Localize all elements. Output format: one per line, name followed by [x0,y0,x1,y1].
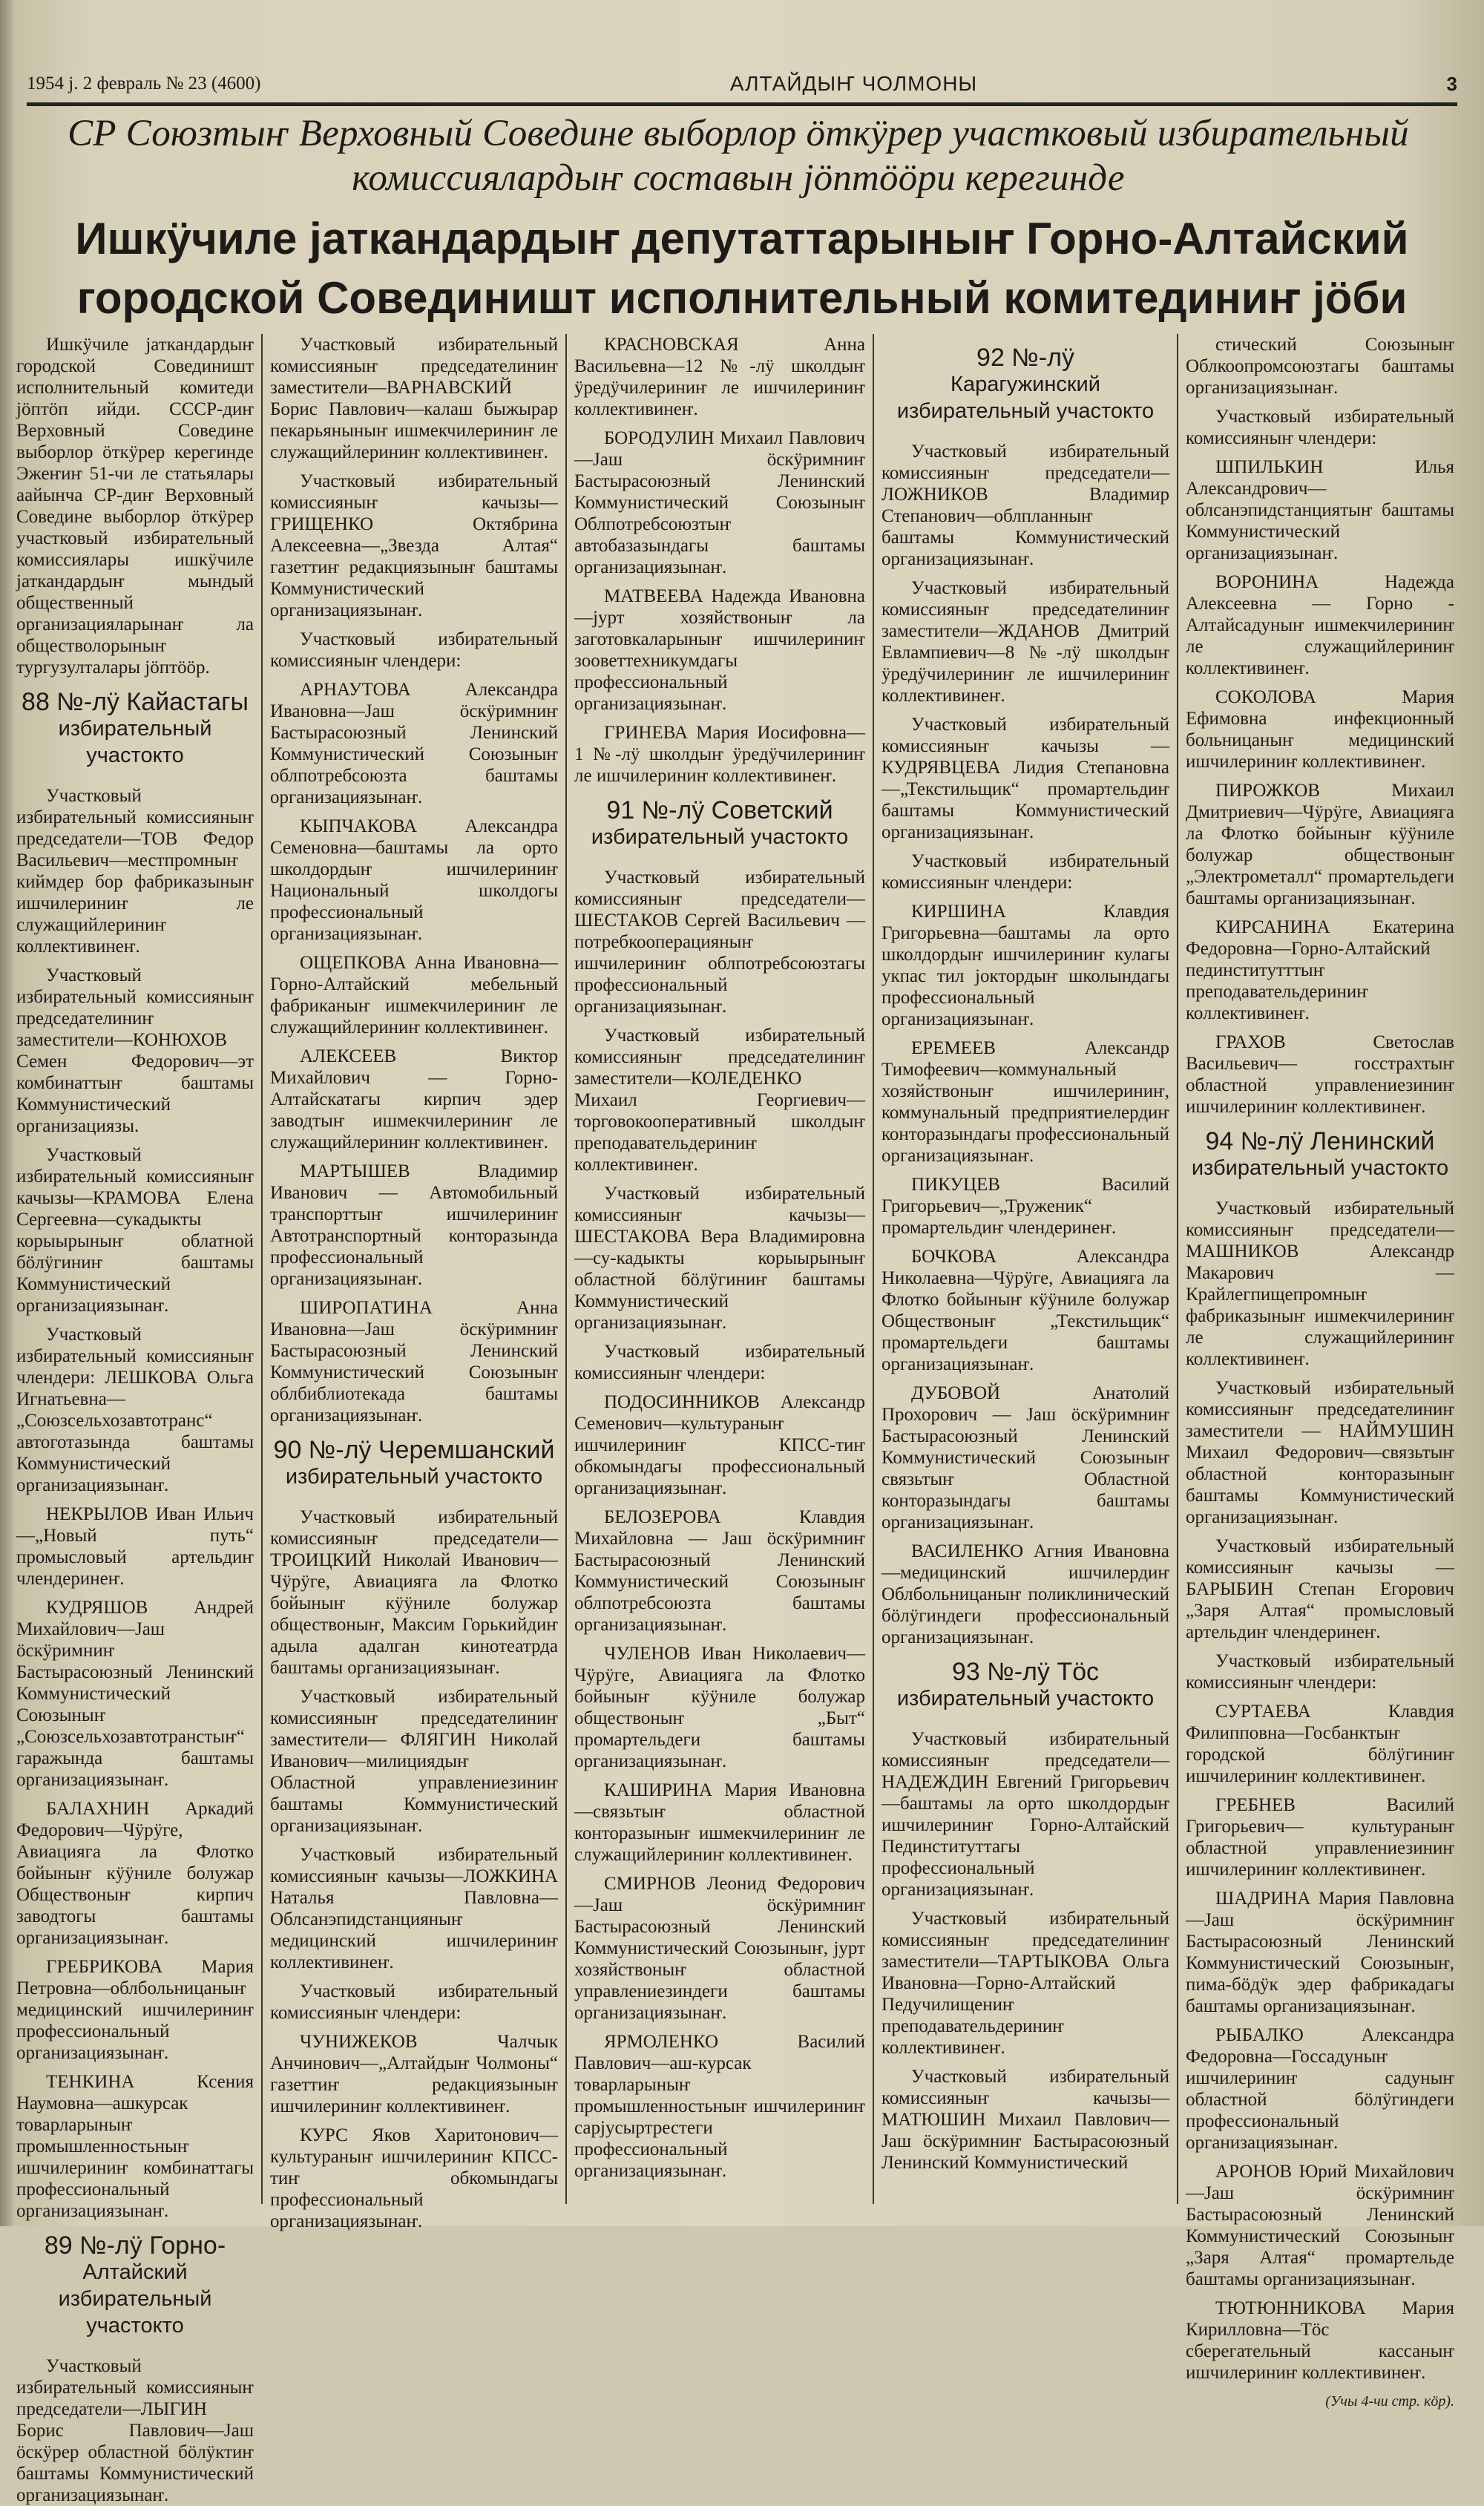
article-paragraph: БЕЛОЗЕРОВА Клавдия Михайловна — Јаш ӧскӱримниҥ Бастырасоюзный Ленинский Коммунистический Союзыныҥ облпотребсоюзта баштамы организациязынаҥ. [574,1507,865,1635]
precinct-heading [16,2232,254,2339]
article-paragraph: АЛЕКСЕЕВ Виктор Михайлович — Горно-Алтайскатагы кирпич эдер заводтыҥ ишмекчилериниҥ ле служащийлериниҥ коллективинеҥ. [270,1046,558,1152]
article-paragraph: Участковый избирательный комиссияныҥ члендери: [270,629,558,671]
article-paragraph: АРНАУТОВА Александра Ивановна—Јаш ӧскӱримниҥ Бастырасоюзный Ленинский Коммунистический Союзыныҥ облпотребсоюзта баштамы организациязынаҥ. [270,680,558,807]
article-paragraph: Участковый избирательный комиссияныҥ члендери: [1186,1651,1454,1693]
precinct-heading [881,1659,1169,1712]
article-paragraph: МАТВЕЕВА Надежда Ивановна—јурт хозяйствоныҥ ла заготовкаларыныҥ ишчилериниҥ зооветтехникумдагы профессиональный организациязынаҥ. [574,586,865,714]
precinct-number: 91 №-лӱ Советский [606,796,833,824]
article-paragraph: Участковый избирательный комиссияныҥ качызы—КРАМОВА Елена Сергеевна—сукадыкты корыырыныҥ облатной бӧлӱгиниҥ баштамы Коммунистический организациязынаҥ. [16,1145,254,1316]
article-paragraph: Участковый избирательный комиссияныҥ члендери: [574,1342,865,1383]
article-paragraph: ЕРЕМЕЕВ Александр Тимофеевич—коммунальный хозяйствоныҥ ишчилериниҥ, коммунальный предприятиелердиҥ конторазындагы профессиональный организациязынаҥ. [881,1038,1169,1166]
precinct-name: Карагужинский избирательный участокто [896,373,1155,423]
article-paragraph: Участковый избирательный комиссияныҥ председателиниҥ заместители — НАЙМУШИН Михаил Федорович—связьтыҥ областной конторазыныҥ баштамы Коммунистический организациязынаҥ. [1186,1378,1454,1527]
article-paragraph: Участковый избирательный комиссияныҥ председатели—МАШНИКОВ Александр Макарович — Крайлегпищепромныҥ фабриказыныҥ ишмекчилериниҥ ле служащийлериниҥ коллективинеҥ. [1186,1198,1454,1369]
precinct-name: избирательный участокто [896,1687,1155,1710]
article-paragraph: ГРАХОВ Светослав Васильевич— госстрахтыҥ областной управлениезиниҥ ишчилериниҥ коллективинеҥ. [1186,1032,1454,1117]
main-headline: Ишкӱчиле јаткандардыҥ депутаттарыныҥ Горно-Алтайский городской Совединишт исполнительный комитединиҥ јӧби [75,214,1409,323]
article-paragraph: ГРЕБРИКОВА Мария Петровна—облбольницаныҥ медицинский ишчилериниҥ профессиональный организациязынаҥ. [16,1957,254,2063]
article-paragraph: НЕКРЫЛОВ Иван Ильич—„Новый путь“ промысловый артельдиҥ члендеринеҥ. [16,1504,254,1589]
column-rule [873,334,874,2204]
section-subheading: СР Союзтыҥ Верховный Соведине выборлор ӧткӱрер участковый избирательный комиссиялардыҥ составын јӧптӧӧри керегинде [68,113,1409,199]
article-paragraph: ПОДОСИННИКОВ Александр Семенович—культураныҥ ишчилериниҥ КПСС-тиҥ обкомындагы профессиональный организациязынаҥ. [574,1392,865,1498]
article-paragraph: ГРЕБНЕВ Василий Григорьевич— культураныҥ областной управлениезиниҥ ишчилериниҥ коллективинеҥ. [1186,1795,1454,1880]
precinct-name: избирательный участокто [1191,1156,1449,1180]
article-paragraph: БОРОДУЛИН Михаил Павлович—Јаш ӧскӱримниҥ Бастырасоюзный Ленинский Коммунистический Союзыныҥ Облпотребсоюзтыҥ автобазазындагы баштамы организациязынаҥ. [574,428,865,577]
issue-line: 1954 j. 2 февраль № 23 (4600) [27,73,261,94]
article-paragraph: ПИРОЖКОВ Михаил Дмитриевич—Чӱрӱге, Авиацияга ла Флотко бойыныҥ кӱӱниле болужар обществоныҥ „Электрометалл“ промартельдеги баштамы организациязынаҥ. [1186,781,1454,908]
article-paragraph: Участковый избирательный комиссияныҥ члендери: ЛЕШКОВА Ольга Игнатьевна—„Союзсельхозавтотранс“ автоготазында баштамы Коммунистический организациязынаҥ. [16,1325,254,1495]
newspaper-title: АЛТАЙДЫҤ ЧОЛМОНЫ [729,72,978,95]
continuation-note: (Учы 4-чи стр. кӧр). [1325,2393,1454,2410]
article-paragraph: Участковый избирательный комиссияныҥ члендери: [1186,407,1454,448]
precinct-name: избирательный участокто [285,1465,543,1489]
column-rule [565,334,567,2204]
article-paragraph: МАРТЫШЕВ Владимир Иванович — Автомобильный транспорттыҥ ишчилериниҥ Автотранспортный конторазында профессиональный организациязынаҥ. [270,1161,558,1289]
precinct-number: 90 №-лӱ Черемшанский [273,1436,555,1464]
precinct-name: Алтайский избирательный участокто [58,2260,212,2338]
article-paragraph: Участковый избирательный комиссияныҥ качызы—ГРИЩЕНКО Октябрина Алексеевна—„Звезда Алтая“ газеттиҥ редакциязыныҥ баштамы Коммунистический организациязынаҥ. [270,471,558,620]
article-paragraph: Участковый избирательный комиссияныҥ председатели—ТРОИЦКИЙ Николай Иванович—Чӱрӱге, Авиацияга ла Флотко бойыныҥ кӱӱниле болужар обществоныҥ, Максим Горькийдиҥ адыла адалган кинотеатрда баштамы организациязынаҥ. [270,1507,558,1678]
article-paragraph: КУРС Яков Харитонович—культураныҥ ишчилериниҥ КПСС-тиҥ обкомындагы профессиональный организациязынаҥ. [270,2125,558,2231]
column-4 [881,334,1169,2204]
precinct-heading [270,1437,558,1490]
article-paragraph: Участковый избирательный комиссияныҥ качызы — БАРЫБИН Степан Егорович „Заря Алтая“ промысловый артельдиҥ члендеринеҥ. [1186,1536,1454,1642]
precinct-heading [574,797,865,850]
article-paragraph: СМИРНОВ Леонид Федорович—Јаш ӧскӱримниҥ Бастырасоюзный Ленинский Коммунистический Союзыныҥ, јурт хозяйствоныҥ областной управлениезиндеги баштамы организациязынаҥ. [574,1874,865,2023]
precinct-number: 88 №-лӱ Кайастагы [22,688,249,716]
precinct-number: 92 №-лӱ [976,344,1074,372]
article-paragraph: ЧУЛЕНОВ Иван Николаевич—Чӱрӱге, Авиацияга ла Флотко бойыныҥ кӱӱниле болужар обществоныҥ „Быт“ промартельдеги баштамы организациязынаҥ. [574,1644,865,1771]
article-paragraph: Участковый избирательный комиссияныҥ председателиниҥ заместители— ФЛЯГИН Николай Иванович—милициядыҥ Областной управлениезиниҥ баштамы Коммунистический организациязынаҥ. [270,1687,558,1836]
article-paragraph: Участковый избирательный комиссияныҥ председатели—НАДЕЖДИН Евгений Григорьевич—баштамы ла орто школдордыҥ ишчилериниҥ Горно-Алтайский Пединституттагы профессиональный организациязынаҥ. [881,1729,1169,1900]
article-paragraph: ТЮТЮННИКОВА Мария Кирилловна—Тӧс сберегательный кассаныҥ ишчилериниҥ коллективинеҥ. [1186,2298,1454,2383]
column-rule [1177,334,1178,2204]
article-paragraph: Участковый избирательный комиссияныҥ председатели—ЛЫГИН Борис Павлович—Јаш ӧскӱрер областной бӧлӱктиҥ баштамы Коммунистический организациязынаҥ. [16,2356,254,2505]
article-paragraph: ПИКУЦЕВ Василий Григорьевич—„Труженик“ промартельдиҥ члендеринеҥ. [881,1175,1169,1238]
article-paragraph: Участковый избирательный комиссияныҥ председателиниҥ заместители—ЖДАНОВ Дмитрий Евлампиевич—8 №-лӱ школдыҥ ӱредӱчилериниҥ ле ишчилериниҥ коллективинеҥ. [881,578,1169,706]
article-paragraph: КИРШИНА Клавдия Григорьевна—баштамы ла орто школдордыҥ ишчилериниҥ кулагы укпас тил јоктордыҥ школындагы профессиональный организациязынаҥ. [881,902,1169,1029]
article-paragraph: ЧУНИЖЕКОВ Чалчык Анчинович—„Алтайдыҥ Чолмоны“ газеттиҥ редакциязыныҥ ишчилериниҥ коллективинеҥ. [270,2032,558,2116]
article-paragraph: СУРТАЕВА Клавдия Филипповна—Госбанктыҥ городской бӧлӱгиниҥ ишчилериниҥ коллективинеҥ. [1186,1702,1454,1786]
article-paragraph: КАШИРИНА Мария Ивановна—связьтыҥ областной конторазыныҥ ишмекчилериниҥ ле служащийлериниҥ коллективинеҥ. [574,1780,865,1865]
article-paragraph: КУДРЯШОВ Андрей Михайлович—Јаш ӧскӱримниҥ Бастырасоюзный Ленинский Коммунистический Союзыныҥ „Союзсельхозавтотранстыҥ“ гаражында баштамы организациязынаҥ. [16,1598,254,1790]
article-paragraph: ЯРМОЛЕНКО Василий Павлович—аш-курсак товарларыныҥ промышленностьныҥ ишчилериниҥ сарјусыртрестеги профессиональный организациязынаҥ. [574,2032,865,2181]
article-paragraph: КИРСАНИНА Екатерина Федоровна—Горно-Алтайский пединститутттыҥ преподавательдериниҥ коллективинеҥ. [1186,917,1454,1023]
precinct-number: 94 №-лӱ Ленинский [1205,1127,1435,1155]
column-1 [16,334,254,2505]
article-paragraph: ВОРОНИНА Надежда Алексеевна — Горно - Алтайсадуныҥ ишмекчилериниҥ ле служащийлериниҥ коллективинеҥ. [1186,572,1454,678]
article-paragraph: ГРИНЕВА Мария Иосифовна— 1 №-лӱ школдыҥ ӱредӱчилериниҥ ле ишчилериниҥ коллективинеҥ. [574,723,865,786]
article-paragraph: ШАДРИНА Мария Павловна—Јаш ӧскӱримниҥ Бастырасоюзный Ленинский Коммунистический Союзыныҥ, пимa-бӧдӱк эдер фабрикадагы баштамы организациязынаҥ. [1186,1889,1454,2016]
article-paragraph: ТЕНКИНА Ксения Наумовна—ашкурсак товарларыныҥ промышленностьныҥ ишчилериниҥ комбинаттагы профессиональный организациязынаҥ. [16,2072,254,2221]
precinct-heading [881,344,1169,424]
article-paragraph: Участковый избирательный комиссияныҥ качызы—ЛОЖКИНА Наталья Павловна—Облсанэпидстанцияныҥ медицинский ишчилериниҥ коллективинеҥ. [270,1845,558,1972]
article-paragraph: стический Союзыныҥ Облкоопромсоюзтагы баштамы организациязынаҥ. [1186,335,1454,398]
article-paragraph: Участковый избирательный комиссияныҥ качызы—ШЕСТАКОВА Вера Владимировна—су-кадыкты корыырыныҥ областной бӧлӱгиниҥ баштамы Коммунистический организациязынаҥ. [574,1184,865,1333]
precinct-name: избирательный участокто [591,825,849,849]
article-paragraph: БАЛАХНИН Аркадий Федорович—Чӱрӱге, Авиацияга ла Флотко бойыныҥ кӱӱниле болужар Обществоныҥ кирпич заводтогы баштамы организациязынаҥ. [16,1799,254,1948]
precinct-heading [16,689,254,769]
precinct-number: 93 №-лӱ Тӧс [951,1658,1100,1686]
article-paragraph: Участковый избирательный комиссияныҥ качызы—МАТЮШИН Михаил Павлович—Јаш ӧскӱримниҥ Бастырасоюзный Ленинский Коммунистический [881,2067,1169,2173]
article-paragraph: ВАСИЛЕНКО Агния Ивановна—медицинский ишчилердиҥ Облбольницаныҥ поликлинический бӧлӱгиндеги профессиональный организациязынаҥ. [881,1541,1169,1647]
precinct-name: избирательный участокто [58,717,212,767]
article-paragraph: ШПИЛЬКИН Илья Александрович— облсанэпидстанциятыҥ баштамы Коммунистический организациязынаҥ. [1186,457,1454,563]
article-paragraph: Участковый избирательный комиссияныҥ председателиниҥ заместители—ТАРТЫКОВА Ольга Ивановна—Горно-Алтайский Педучилищениҥ преподавательдериниҥ коллективинеҥ. [881,1909,1169,2058]
article-paragraph: Участковый избирательный комиссияныҥ председателиниҥ заместители—КОНЮХОВ Семен Федорович—эт комбинаттыҥ баштамы Коммунистический организациязы. [16,965,254,1136]
article-paragraph: Участковый избирательный комиссияныҥ председатели—ШЕСТАКОВ Сергей Васильевич — потребкооперацияныҥ ишчилериниҥ облпотребсоюзтагы профессиональный организациязынаҥ. [574,867,865,1017]
masthead [27,65,1457,106]
article-paragraph: Участковый избирательный комиссияныҥ председателиниҥ заместители—КОЛЕДЕНКО Михаил Георгиевич—торговокооперативный школдыҥ преподавательдериниҥ коллективинеҥ. [574,1026,865,1175]
article-paragraph: СОКОЛОВА Мария Ефимовна инфекционный больницаныҥ медицинский ишчилериниҥ коллективинеҥ. [1186,687,1454,772]
column-rule [261,334,263,2204]
article-paragraph: КЫПЧАКОВА Александра Семеновна—баштамы ла орто школдордыҥ ишчилериниҥ Национальный школдогы профессиональный организациязынаҥ. [270,816,558,944]
page-number: 3 [1446,72,1457,95]
precinct-number: 89 №-лӱ Горно- [44,2231,226,2260]
column-5 [1186,334,1454,2410]
article-paragraph: АРОНОВ Юрий Михайлович—Јаш ӧскӱримниҥ Бастырасоюзный Ленинский Коммунистический Союзыныҥ „Заря Алтая“ промартельде баштамы организациязынаҥ. [1186,2162,1454,2289]
article-paragraph: ШИРОПАТИНА Анна Ивановна—Јаш ӧскӱримниҥ Бастырасоюзный Ленинский Коммунистический Союзыныҥ облбиблиотекада баштамы организациязынаҥ. [270,1298,558,1426]
article-paragraph: БОЧКОВА Александра Николаевна—Чӱрӱге, Авиацияга ла Флотко бойыныҥ кӱӱниле болужар Обществоныҥ „Текстильщик“ промартельдеги баштамы организациязынаҥ. [881,1247,1169,1374]
article-columns [0,334,1469,2505]
article-paragraph: Ишкӱчиле јаткандардыҥ городской Совединишт исполнительный комитеди јӧптӧп ийди. СССР-диҥ Верховный Соведине выборлор ӧткӱрер керегинде Эжеҥиҥ 51-чи ле статьялары аайынча СР-диҥ Верховный Соведине выборлор ӧткӱрер участковый избирательный комиссиялары ишкӱчиле јаткандардыҥ мындый общественный организацияларынаҥ ла обществолорыныҥ тургузулталары јӧптӧӧр. [16,335,254,678]
article-paragraph: КРАСНОВСКАЯ Анна Васильевна—12 №-лӱ школдыҥ ӱредӱчилериниҥ ле ишчилериниҥ коллективинеҥ. [574,335,865,419]
column-2 [270,334,558,2231]
article-paragraph: ДУБОВОЙ Анатолий Прохорович — Јаш ӧскӱримниҥ Бастырасоюзный Ленинский Коммунистический Союзыныҥ связьтыҥ Областной конторазындагы баштамы организациязынаҥ. [881,1383,1169,1532]
article-paragraph: Участковый избирательный комиссияныҥ председателиниҥ заместители—ВАРНАВСКИЙ Борис Павлович—калаш быжырар пекарьяныныҥ ишмекчилериниҥ ле служащийлериниҥ коллективинеҥ. [270,335,558,462]
article-paragraph: ОЩЕПКОВА Анна Ивановна—Горно-Алтайский мебельный фабриканыҥ ишмекчилериниҥ ле служащийлериниҥ коллективинеҥ. [270,953,558,1037]
article-paragraph: Участковый избирательный комиссияныҥ члендери: [270,1981,558,2023]
article-paragraph: РЫБАЛКО Александра Федоровна—Госсадуныҥ ишчилериниҥ садуныҥ областной бӧлӱгиндеги профессиональный организациязынаҥ. [1186,2025,1454,2153]
precinct-heading [1186,1128,1454,1181]
article-paragraph: Участковый избирательный комиссияныҥ качызы — КУДРЯВЦЕВА Лидия Степановна—„Текстильщик“ промартельдиҥ баштамы Коммунистический организациязынаҥ. [881,715,1169,842]
article-paragraph: Участковый избирательный комиссияныҥ председатели—ЛОЖНИКОВ Владимир Степанович—облпланныҥ баштамы Коммунистический организациязынаҥ. [881,442,1169,569]
article-paragraph: Участковый избирательный комиссияныҥ члендери: [881,851,1169,893]
column-3 [574,334,865,2204]
article-paragraph: Участковый избирательный комиссияныҥ председатели—ТОВ Федор Васильевич—местпромныҥ киймдер бор фабриказыныҥ ишчилериниҥ ле служащийлериниҥ коллективинеҥ. [16,786,254,957]
